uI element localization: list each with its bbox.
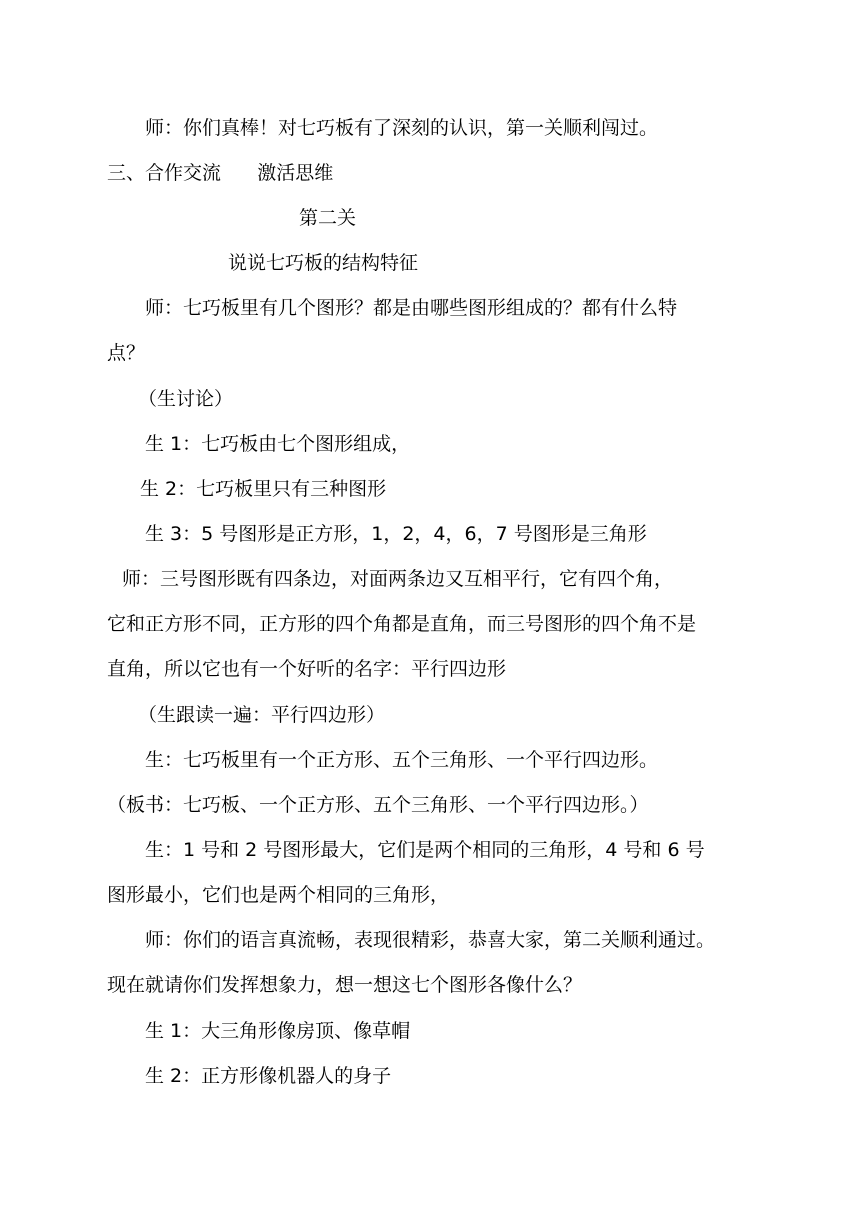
- paragraph-student-imagine-2: 生 2：正方形像机器人的身子: [145, 1065, 392, 1087]
- paragraph-student-summary: 生：七巧板里有一个正方形、五个三角形、一个平行四边形。: [145, 749, 659, 771]
- paragraph-student-1: 生 1：七巧板由七个图形组成，: [145, 433, 411, 455]
- paragraph-student-repeat: （生跟读一遍：平行四边形）: [138, 704, 386, 726]
- paragraph-student-imagine-1: 生 1：大三角形像房顶、像草帽: [145, 1020, 411, 1042]
- paragraph-teacher-question: 师：七巧板里有几个图形？都是由哪些图形组成的？都有什么特: [145, 297, 678, 319]
- paragraph-teacher-praise: 师：你们真棒！对七巧板有了深刻的认识，第一关顺利闯过。: [145, 117, 659, 139]
- paragraph-teacher-question-cont: 点？: [107, 342, 146, 364]
- paragraph-teacher-congrats: 师：你们的语言真流畅，表现很精彩，恭喜大家，第二关顺利通过。: [145, 929, 716, 951]
- paragraph-student-2: 生 2：七巧板里只有三种图形: [140, 478, 387, 500]
- paragraph-student-3: 生 3：5 号图形是正方形，1，2，4，6，7 号图形是三角形: [145, 523, 647, 545]
- paragraph-teacher-parallelogram-cont2: 直角，所以它也有一个好听的名字：平行四边形: [107, 658, 507, 680]
- paragraph-teacher-parallelogram-cont1: 它和正方形不同，正方形的四个角都是直角，而三号图形的四个角不是: [107, 613, 697, 635]
- level-subtitle-structure: 说说七巧板的结构特征: [228, 252, 419, 274]
- paragraph-student-sizes-cont: 图形最小，它们也是两个相同的三角形，: [107, 884, 450, 906]
- level-title-second: 第二关: [299, 207, 357, 229]
- paragraph-board-writing: （板书：七巧板、一个正方形、五个三角形、一个平行四边形。）: [107, 794, 649, 816]
- paragraph-student-sizes: 生：1 号和 2 号图形最大，它们是两个相同的三角形，4 号和 6 号: [145, 839, 705, 861]
- paragraph-teacher-congrats-cont: 现在就请你们发挥想象力，想一想这七个图形各像什么？: [107, 974, 583, 996]
- paragraph-teacher-parallelogram: 师：三号图形既有四条边，对面两条边又互相平行，它有四个角，: [122, 568, 674, 590]
- paragraph-student-discussion: （生讨论）: [138, 388, 234, 410]
- section-heading-cooperation: 三、合作交流 激活思维: [107, 162, 334, 184]
